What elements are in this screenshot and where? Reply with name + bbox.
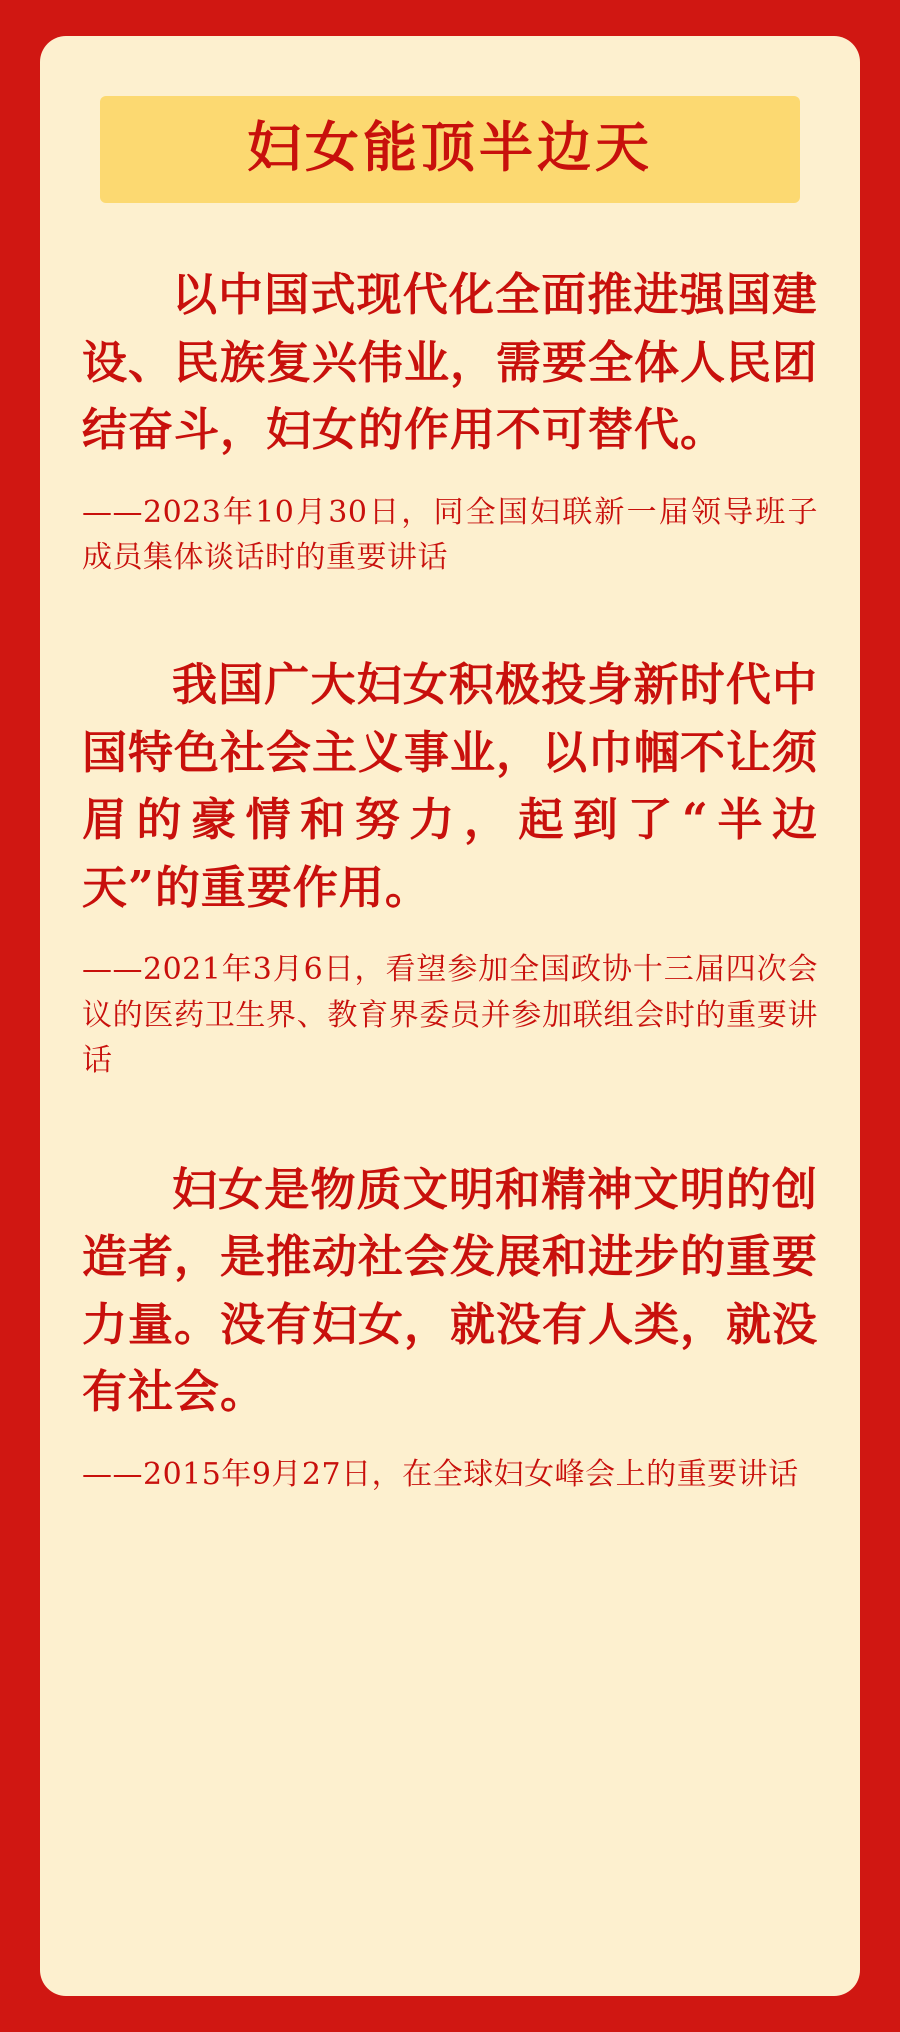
- quote-source: ——2015年9月27日，在全球妇女峰会上的重要讲话: [82, 1456, 799, 1492]
- quote-source: ——2021年3月6日，看望参加全国政协十三届四次会议的医药卫生界、教育界委员并参加联组会时的重要讲话: [82, 952, 818, 1079]
- quote-text: 妇女是物质文明和精神文明的创造者，是推动社会发展和进步的重要力量。没有妇女，就没有人类，就没有社会。: [82, 1162, 819, 1419]
- quote-block-2: [82, 651, 818, 1084]
- poster-card: [40, 36, 860, 1996]
- quote-text: 我国广大妇女积极投身新时代中国特色社会主义事业，以巾帼不让须眉的豪情和努力，起到了“半边天”的重要作用。: [82, 658, 819, 914]
- quote-block-1: [82, 261, 818, 581]
- page-title: 妇女能顶半边天: [247, 115, 653, 179]
- quote-block-3: [82, 1156, 818, 1498]
- quote-text: 以中国式现代化全面推进强国建设、民族复兴伟业，需要全体人民团结奋斗，妇女的作用不可替代。: [82, 268, 819, 457]
- quote-source: ——2023年10月30日，同全国妇联新一届领导班子成员集体谈话时的重要讲话: [82, 494, 818, 576]
- title-banner: [100, 96, 800, 203]
